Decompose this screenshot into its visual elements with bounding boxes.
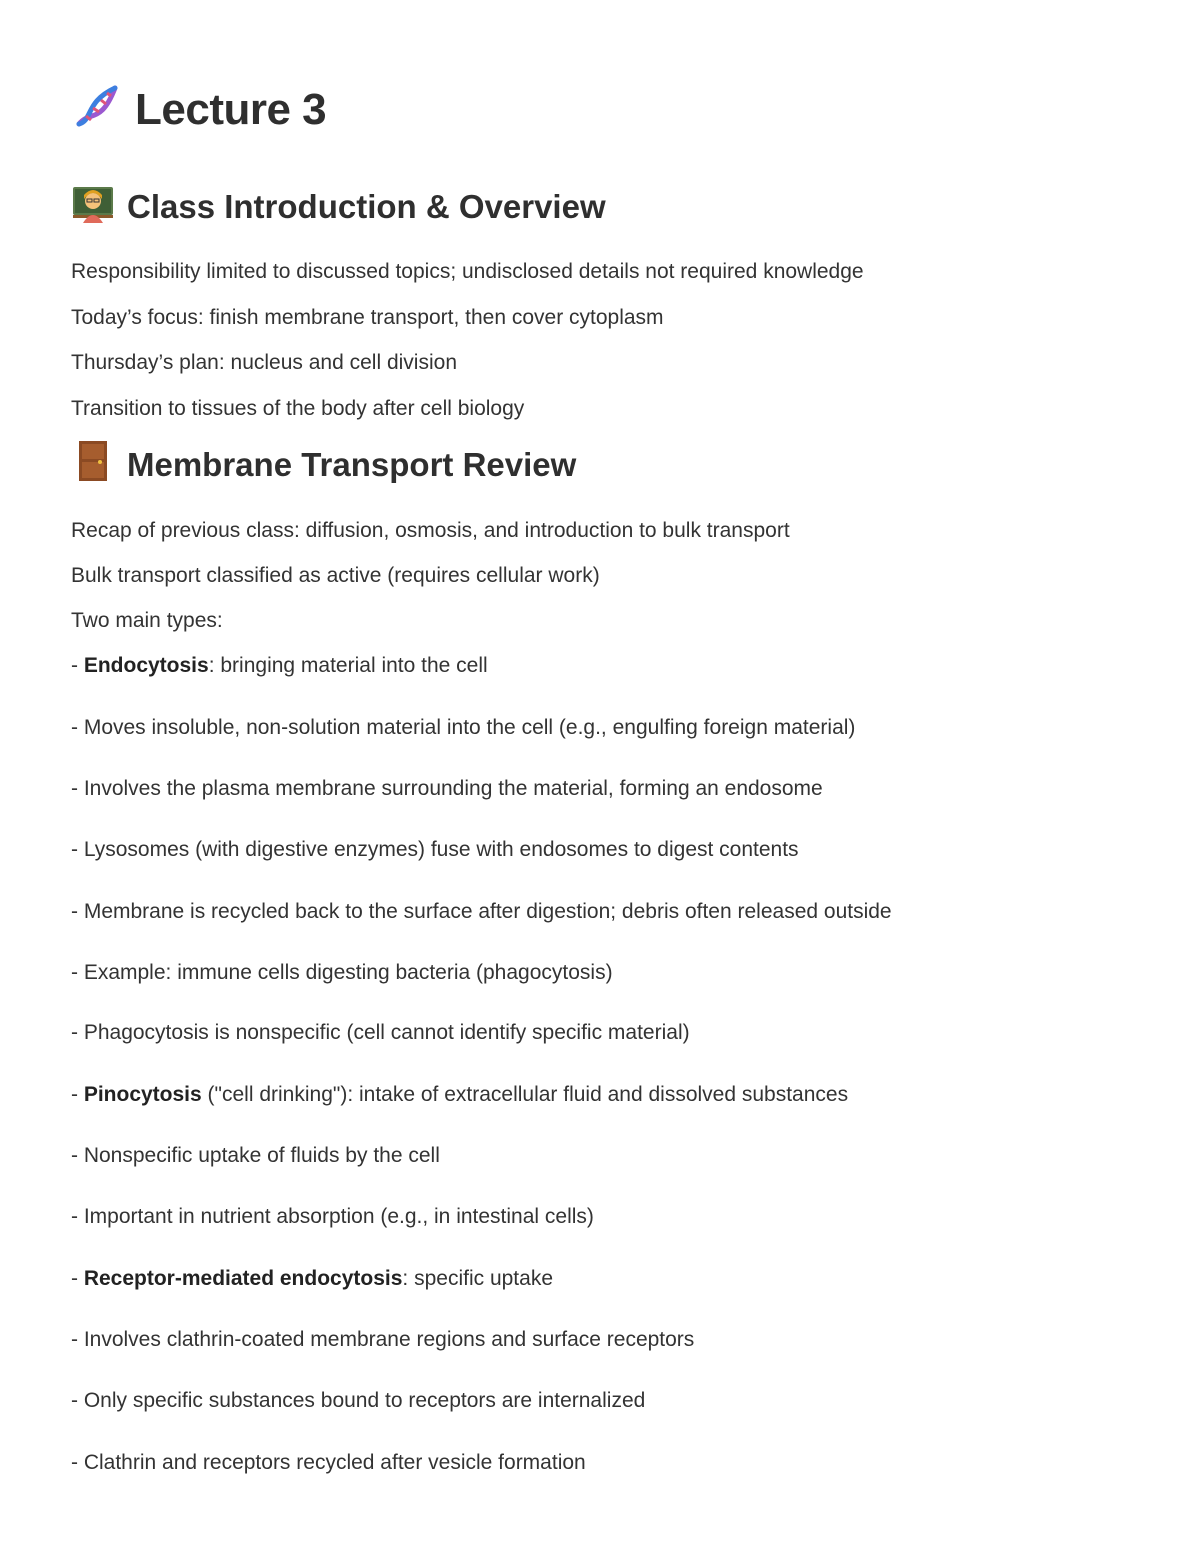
bullet-item: - Phagocytosis is nonspecific (cell cannot identify specific material) (71, 1021, 690, 1044)
bullet-item: - Receptor-mediated endocytosis: specific uptake (71, 1267, 554, 1290)
bullet-item: - Endocytosis: bringing material into the cell (71, 654, 488, 677)
bullet-item: - Moves insoluble, non-solution material into the cell (e.g., engulfing foreign material) (71, 716, 856, 739)
paragraph-line: Two main types: (71, 609, 223, 632)
bullet-term: Endocytosis (83, 654, 209, 677)
bullet-item: - Involves the plasma membrane surrounding the material, forming an endosome (71, 777, 823, 800)
bullet-item: - Lysosomes (with digestive enzymes) fuse with endosomes to digest contents (71, 838, 799, 861)
paragraph-line: Responsibility limited to discussed topics; undisclosed details not required knowledge (71, 260, 864, 283)
bullet-item: - Involves clathrin-coated membrane regions and surface receptors (71, 1328, 695, 1351)
bullet-item: - Important in nutrient absorption (e.g., in intestinal cells) (71, 1205, 594, 1228)
page-title-text: Lecture 3 (135, 85, 327, 134)
section-heading-text: Class Introduction & Overview (127, 188, 606, 225)
bullet-item: - Clathrin and receptors recycled after vesicle formation (71, 1451, 586, 1474)
bullet-item: - Example: immune cells digesting bacteria (phagocytosis) (71, 961, 613, 984)
bullet-item: - Nonspecific uptake of fluids by the cell (71, 1144, 440, 1167)
page-title (71, 80, 326, 140)
paragraph-line: Bulk transport classified as active (requires cellular work) (71, 564, 600, 587)
bullet-item: - Membrane is recycled back to the surface after digestion; debris often released outside (71, 900, 892, 923)
paragraph-line: Transition to tissues of the body after cell biology (71, 397, 525, 420)
section-heading-membrane (71, 443, 576, 487)
bullet-term: Receptor-mediated endocytosis (83, 1267, 403, 1290)
paragraph-line: Today’s focus: finish membrane transport, then cover cytoplasm (71, 306, 664, 329)
bullet-term: Pinocytosis (83, 1083, 202, 1106)
paragraph-line: Recap of previous class: diffusion, osmosis, and introduction to bulk transport (71, 519, 790, 542)
door-icon (71, 439, 115, 491)
section-heading-intro (71, 185, 606, 229)
bullet-item: - Only specific substances bound to receptors are internalized (71, 1389, 646, 1412)
dna-icon (71, 80, 121, 141)
teacher-icon (71, 183, 115, 231)
paragraph-line: Thursday’s plan: nucleus and cell division (71, 351, 457, 374)
section-heading-text: Membrane Transport Review (127, 446, 577, 483)
bullet-item: - Pinocytosis ("cell drinking"): intake of extracellular fluid and dissolved substances (71, 1083, 849, 1106)
